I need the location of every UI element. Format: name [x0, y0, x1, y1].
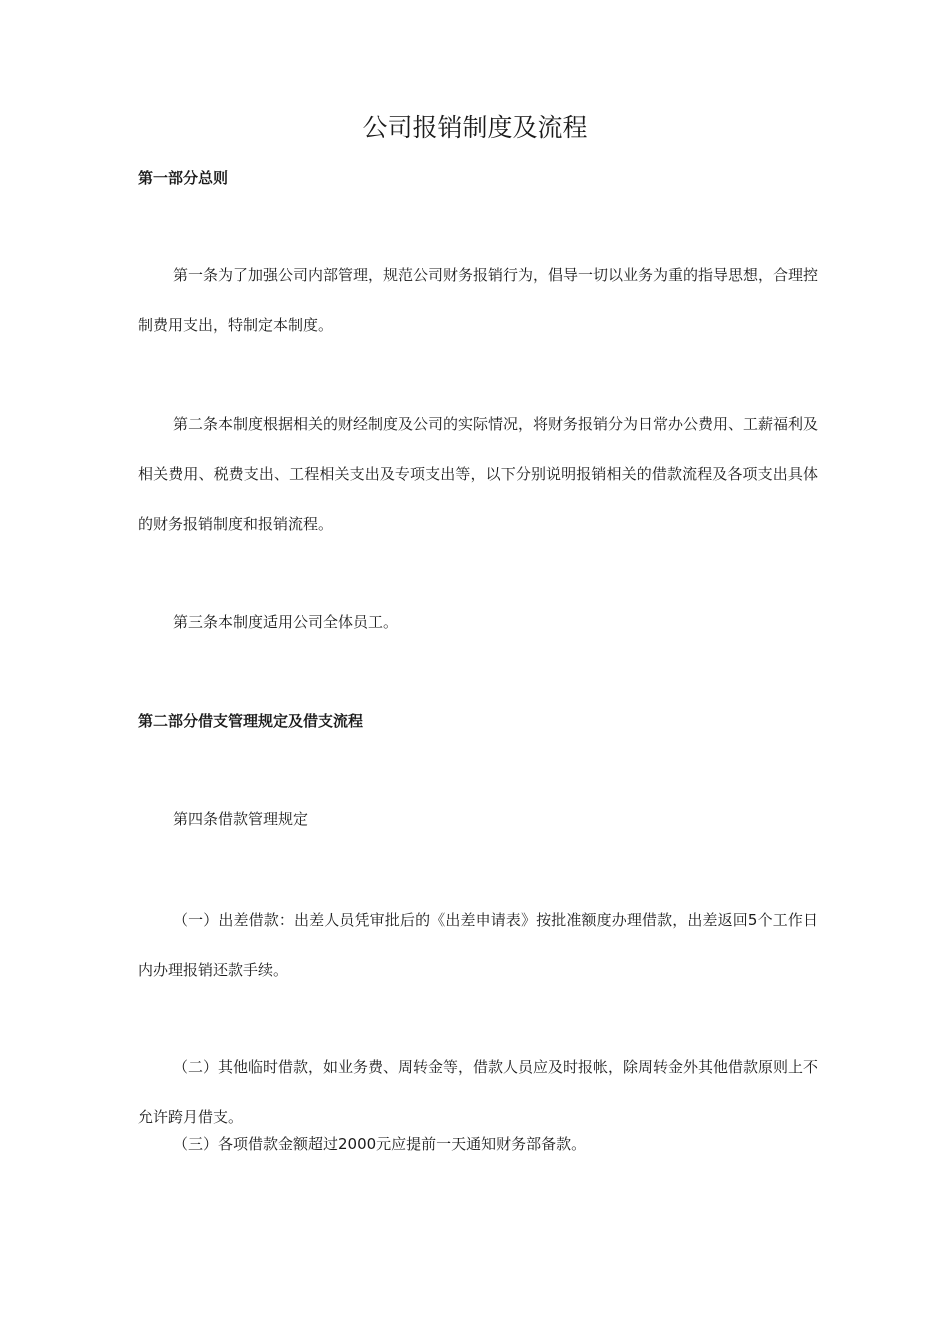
- paragraph-article1: 第一条为了加强公司内部管理，规范公司财务报销行为，倡导一切以业务为重的指导思想，合理控制费用支出，特制定本制度。: [138, 266, 819, 334]
- section-heading-part2: 第二部分借支管理规定及借支流程: [138, 712, 364, 730]
- section-heading-part1: 第一部分总则: [138, 169, 229, 187]
- paragraph-item1: （一）出差借款：出差人员凭审批后的《出差申请表》按批准额度办理借款，出差返回5个工作日内办理报销还款手续。: [138, 911, 818, 979]
- paragraph-article4: 第四条借款管理规定: [173, 810, 309, 828]
- paragraph-article3: 第三条本制度适用公司全体员工。: [173, 613, 399, 631]
- document-title: 公司报销制度及流程: [362, 113, 588, 142]
- paragraph-article2: 第二条本制度根据相关的财经制度及公司的实际情况，将财务报销分为日常办公费用、工薪福利及相关费用、税费支出、工程相关支出及专项支出等，以下分别说明报销相关的借款流程及各项支出具体的财务报销制度和报销流程。: [138, 415, 819, 533]
- paragraph-item3: （三）各项借款金额超过2000元应提前一天通知财务部备款。: [173, 1135, 587, 1153]
- paragraph-item2: （二）其他临时借款，如业务费、周转金等，借款人员应及时报帐，除周转金外其他借款原则上不允许跨月借支。: [138, 1058, 819, 1126]
